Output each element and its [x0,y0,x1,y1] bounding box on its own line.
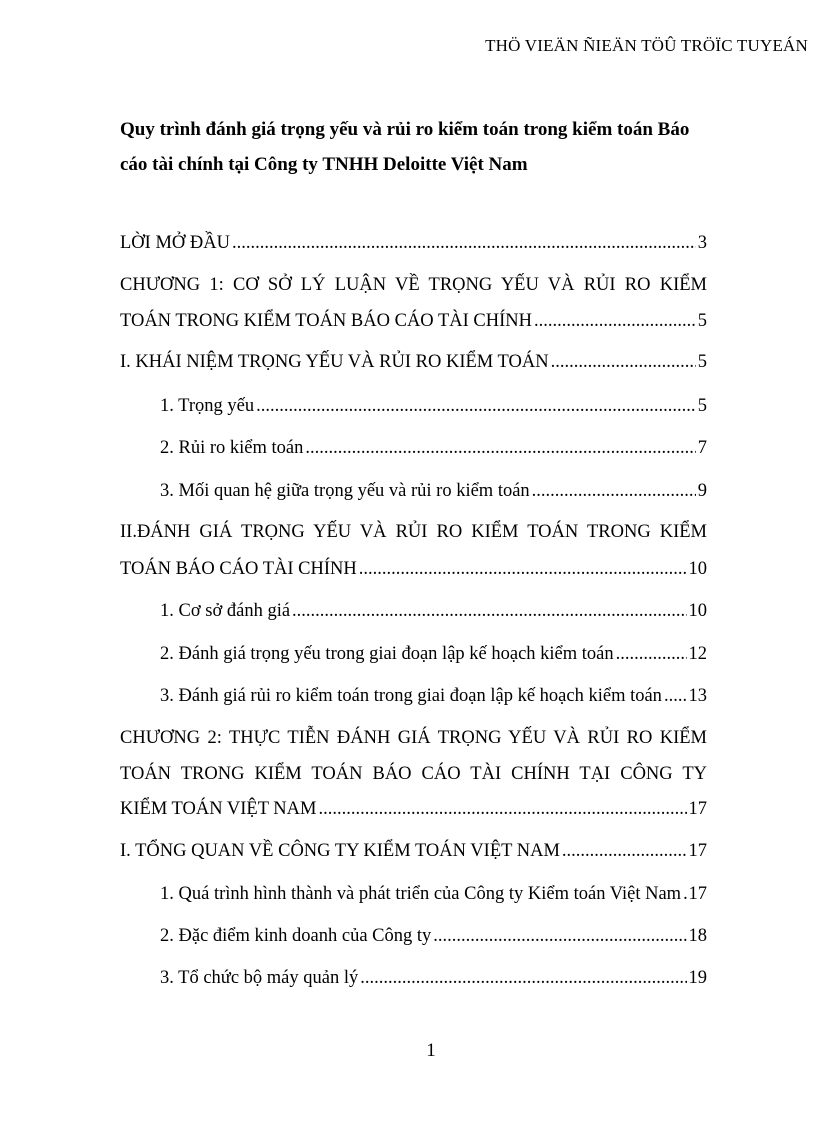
dot-leader [360,966,686,990]
dot-leader [256,394,696,418]
dot-leader [532,479,696,503]
toc-entry-title-line: CHƯƠNG 1: CƠ SỞ LÝ LUẬN VỀ TRỌNG YẾU VÀ RỦI RO KIỂM [120,275,707,295]
toc-entry-page: 19 [688,968,707,988]
dot-leader [562,839,687,863]
dot-leader [534,309,696,333]
toc-entry-page: 13 [688,686,707,706]
toc-entry-c1-ii-1[interactable] [160,599,707,623]
toc-entry-title-line: TOÁN TRONG KIỂM TOÁN BÁO CÁO TÀI CHÍNH [120,311,532,331]
toc-entry-c2-i-3[interactable] [160,966,707,990]
toc-entry-chuong-1-cont[interactable] [120,309,707,333]
dot-leader [664,684,687,708]
toc-entry-title: 3. Đánh giá rủi ro kiểm toán trong giai đoạn lập kế hoạch kiểm toán [160,686,662,706]
dot-leader [683,882,686,906]
toc-entry-c1-i-3[interactable] [160,479,707,503]
toc-entry-title-line: TOÁN TRONG KIỂM TOÁN BÁO CÁO TÀI CHÍNH TẠI CÔNG TY [120,764,707,784]
toc-entry-c1-ii-2[interactable] [160,642,707,666]
toc-entry-c1-i-2[interactable] [160,436,707,460]
toc-entry-title-line: TOÁN BÁO CÁO TÀI CHÍNH [120,559,357,579]
toc-entry-c2-section-i[interactable] [120,839,707,863]
toc-entry-title: I. TỔNG QUAN VỀ CÔNG TY KIỂM TOÁN VIỆT NAM [120,841,560,861]
toc-entry-chuong-2-cont-1[interactable] [120,762,707,786]
toc-entry-page: 5 [697,352,707,372]
toc-entry-page: 3 [697,233,707,253]
dot-leader [232,231,696,255]
toc-entry-page: 17 [688,841,707,861]
toc-entry-title-line: CHƯƠNG 2: THỰC TIỄN ĐÁNH GIÁ TRỌNG YẾU VÀ RỦI RO KIỂM [120,728,707,748]
toc-entry-c1-section-i[interactable] [120,350,707,374]
toc-entry-title: 2. Đánh giá trọng yếu trong giai đoạn lập kế hoạch kiểm toán [160,644,614,664]
dot-leader [292,599,686,623]
toc-entry-page: 5 [697,311,707,331]
toc-entry-page: 12 [688,644,707,664]
toc-entry-title: 1. Quá trình hình thành và phát triển của Công ty Kiểm toán Việt Nam [160,884,682,904]
toc-entry-page: 17 [688,799,707,819]
toc-entry-title: LỜI MỞ ĐẦU [120,233,230,253]
toc-entry-title: I. KHÁI NIỆM TRỌNG YẾU VÀ RỦI RO KIỂM TOÁN [120,352,549,372]
page-number: 1 [426,1040,436,1061]
dot-leader [305,436,695,460]
toc-entry-page: 7 [697,438,707,458]
toc-entry-title: 2. Rủi ro kiểm toán [160,438,304,458]
toc-entry-title: 2. Đặc điểm kinh doanh của Công ty [160,926,432,946]
toc-entry-chuong-1[interactable] [120,273,707,297]
page-header: THÖ VIEÄN ÑIEÄN TÖÛ TRÖÏC TUYEÁN [485,36,808,55]
toc-entry-page: 17 [688,884,707,904]
toc-entry-c2-i-2[interactable] [160,924,707,948]
toc-entry-page: 5 [697,396,707,416]
document-title: Quy trình đánh giá trọng yếu và rủi ro kiểm toán trong kiểm toán Báo cáo tài chính tại Công ty TNHH Deloitte Việt Nam [120,119,690,175]
toc-entry-title-line: II.ĐÁNH GIÁ TRỌNG YẾU VÀ RỦI RO KIỂM TOÁN TRONG KIỂM [120,522,707,542]
dot-leader [551,350,696,374]
toc-entry-title: 3. Mối quan hệ giữa trọng yếu và rủi ro kiểm toán [160,481,530,501]
toc-entry-chuong-2-cont-2[interactable] [120,797,707,821]
toc-entry-c1-section-ii-cont[interactable] [120,557,707,581]
toc-entry-chuong-2[interactable] [120,726,707,750]
toc-entry-title: 3. Tổ chức bộ máy quản lý [160,968,359,988]
toc-entry-page: 10 [688,559,707,579]
toc-entry-page: 10 [688,601,707,621]
toc-entry-page: 9 [697,481,707,501]
toc-entry-c1-ii-3[interactable] [160,684,707,708]
toc-entry-c1-i-1[interactable] [160,394,707,418]
toc-entry-title: 1. Cơ sở đánh giá [160,601,291,621]
dot-leader [359,557,687,581]
toc-entry-c2-i-1[interactable] [160,882,707,906]
dot-leader [318,797,686,821]
toc-entry-page: 18 [688,926,707,946]
dot-leader [616,642,687,666]
toc-entry-c1-section-ii[interactable] [120,520,707,544]
toc-entry-title: 1. Trọng yếu [160,396,255,416]
toc-entry-loi-mo-dau[interactable] [120,231,707,255]
dot-leader [433,924,686,948]
toc-entry-title-line: KIỂM TOÁN VIỆT NAM [120,799,317,819]
